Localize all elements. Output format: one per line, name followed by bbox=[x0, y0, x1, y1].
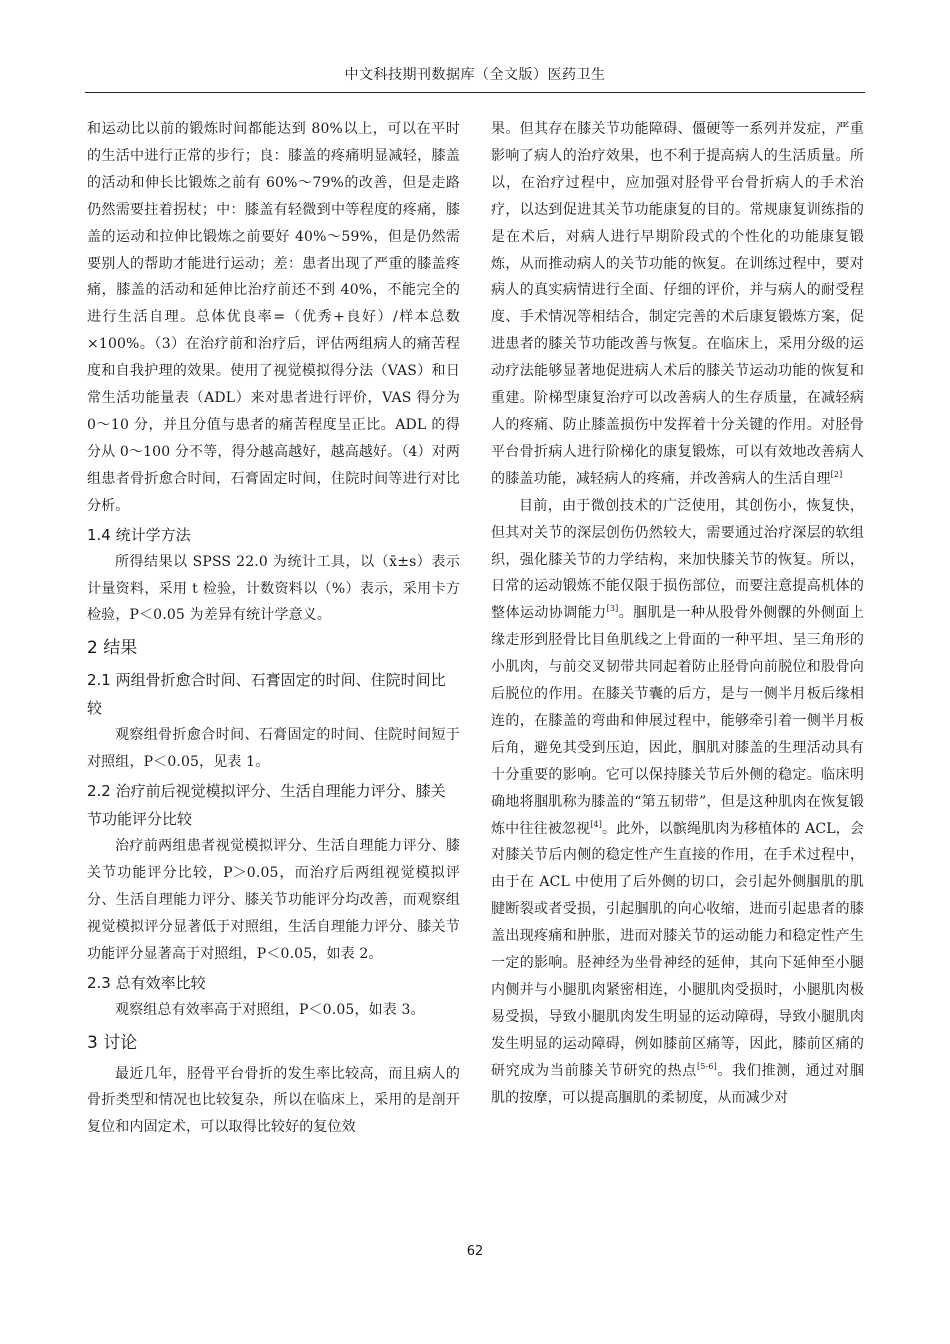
paragraph: 观察组骨折愈合时间、石膏固定的时间、住院时间短于对照组，P＜0.05，见表 1。 bbox=[87, 727, 460, 771]
section-heading-3: 3 讨论 bbox=[87, 1032, 138, 1053]
paragraph-text: 。我们推测，通过对腘肌的按摩，可以提高腘肌的柔韧度，从而减少对 bbox=[491, 1062, 864, 1106]
paragraph: 所得结果以 SPSS 22.0 为统计工具，以（x̄±s）表示计量资料，采用 t 检验，计数资料以（%）表示，采用卡方检验，P＜0.05 为差异有统计学意义。 bbox=[87, 553, 460, 624]
paragraph-text: 果。但其存在膝关节功能障碍、僵硬等一系列并发症，严重影响了病人的治疗效果，也不利于提高病人的生活质量。所以，在治疗过程中，应加强对胫骨平台骨折病人的手术治疗，以达到促进其关节功能康复的目的。常规康复训练指的是在术后，对病人进行早期阶段式的个性化的功能康复锻炼，从而推动病人的关节功能的恢复。在训练过程中，要对病人的真实病情进行全面、仔细的评价，并与病人的耐受程度、手术情况等相结合，制定完善的术后康复锻炼方案，促进患者的膝关节功能改善与恢复。在临床上，采用分级的运动疗法能够显著地促进病人术后的膝关节运动功能的恢复和重建。阶梯型康复治疗可以改善病人的生存质量，在减轻病人的疼痛、防止膝盖损伤中发挥着十分关键的作用。对胫骨平台骨折病人进行阶梯化的康复锻炼，可以有效地改善病人的膝盖功能，减轻病人的疼痛，并改善病人的生活自理 bbox=[491, 121, 864, 487]
paragraph: 和运动比以前的锻炼时间都能达到 80%以上，可以在平时的生活中进行正常的步行；良：膝盖的疼痛明显减轻，膝盖的活动和伸长比锻炼之前有 60%～79%的改善，但是走路仍然需要拄着拐杖；中：膝盖有轻微到中等程度的疼痛，膝盖的运动和拉伸比锻炼之前要好 40%～59%，但是仍然需要别人的帮助才能进行运动；差：患者出现了严重的膝盖疼痛，膝盖的活动和延伸比治疗前还不到 40%，不能完全的进行生活自理。总体优良率=（优秀+良好）/样本总数×100%。（3）在治疗前和治疗后，评估两组病人的痛苦程度和自我护理的效果。使用了视觉模拟得分法（VAS）和日常生活功能量表（ADL）来对患者进行评价，VAS 得分为 0～10 分，并且分值与患者的痛苦程度呈正比。ADL 的得分从 0～100 分不等，得分越高越好，越高越好。（4）对两组患者骨折愈合时间，石膏固定时间，住院时间等进行对比分析。 bbox=[87, 121, 460, 514]
paragraph bbox=[491, 493, 864, 1112]
citation-ref: [2] bbox=[830, 469, 843, 479]
citation-ref: [4] bbox=[590, 819, 603, 829]
page-number: 62 bbox=[466, 1244, 484, 1259]
right-column bbox=[491, 116, 864, 1112]
section-heading-2: 2 结果 bbox=[87, 638, 138, 659]
paragraph-text: 目前，由于微创技术的广泛使用，其创伤小，恢复快，但其对关节的深层创伤仍然较大，需要通过治疗深层的软组织，强化膝关节的力学结构，来加快膝关节的恢复。所以，日常的运动锻炼不能仅限于损伤部位，而要注意提高机体的整体运动协调能力 bbox=[491, 497, 864, 622]
paragraph: 治疗前两组患者视觉模拟评分、生活自理能力评分、膝关节功能评分比较，P＞0.05，而治疗后两组视觉模拟评分、生活自理能力评分、膝关节功能评分均改善，而观察组视觉模拟评分显著低于对照组，生活自理能力评分、膝关节功能评分显著高于对照组，P＜0.05，如表 2。 bbox=[87, 838, 460, 962]
paragraph-text: 。腘肌是一种从股骨外侧髁的外侧面上缘走形到胫骨比目鱼肌线之上骨面的一种平坦、呈三角形的小肌肉，与前交叉韧带共同起着防止胫骨向前脱位和股骨向后脱位的作用。在膝关节囊的后方，是与一侧半月板后缘相连的，在膝盖的弯曲和伸展过程中，能够牵引着一侧半月板后角，避免其受到压迫，因此，腘肌对膝盖的生理活动具有十分重要的影响。它可以保持膝关节后外侧的稳定。临床明确地将腘肌称为膝盖的“第五韧带”，但是这种肌肉在恢复锻炼中往往被忽视 bbox=[491, 605, 864, 837]
paragraph: 观察组总有效率高于对照组，P＜0.05，如表 3。 bbox=[115, 1001, 425, 1018]
running-header: 中文科技期刊数据库（全文版）医药卫生 bbox=[344, 67, 606, 83]
section-heading-2-2: 2.2 治疗前后视觉模拟评分、生活自理能力评分、膝关节功能评分比较 bbox=[87, 782, 446, 829]
paragraph: 最近几年，胫骨平台骨折的发生率比较高，而且病人的骨折类型和情况也比较复杂，所以在临床上，采用的是剖开复位和内固定术，可以取得比较好的复位效 bbox=[87, 1065, 460, 1136]
section-heading-2-3: 2.3 总有效率比较 bbox=[87, 973, 206, 992]
left-column bbox=[87, 116, 460, 1141]
citation-ref: [3] bbox=[606, 604, 619, 614]
paragraph bbox=[491, 116, 864, 493]
paragraph-text: 。此外，以髌绳肌肉为移植体的 ACL，会对膝关节后内侧的稳定性产生直接的作用，在手术过程中，由于在 ACL 中使用了后外侧的切口，会引起外侧腘肌的肌腱断裂或者受损，引起腘肌的向心收缩，进而引起患者的膝盖出现疼痛和肿胀，进而对膝关节的运动能力和稳定性产生一定的影响。胫神经为坐骨神经的延伸，其向下延伸至小腿内侧并与小腿肌肉紧密相连，小腿肌肉受损时，小腿肌肉极易受损，导致小腿肌肉发生明显的运动障碍，导致小腿肌肉发生明显的运动障碍，例如膝前区痛等，因此，膝前区痛的研究成为当前膝关节研究的热点 bbox=[491, 820, 864, 1079]
section-heading-2-1: 2.1 两组骨折愈合时间、石膏固定的时间、住院时间比较 bbox=[87, 671, 446, 718]
section-heading-1-4: 1.4 统计学方法 bbox=[87, 525, 191, 544]
header-rule bbox=[85, 92, 865, 93]
citation-ref: [5-6] bbox=[696, 1061, 717, 1071]
